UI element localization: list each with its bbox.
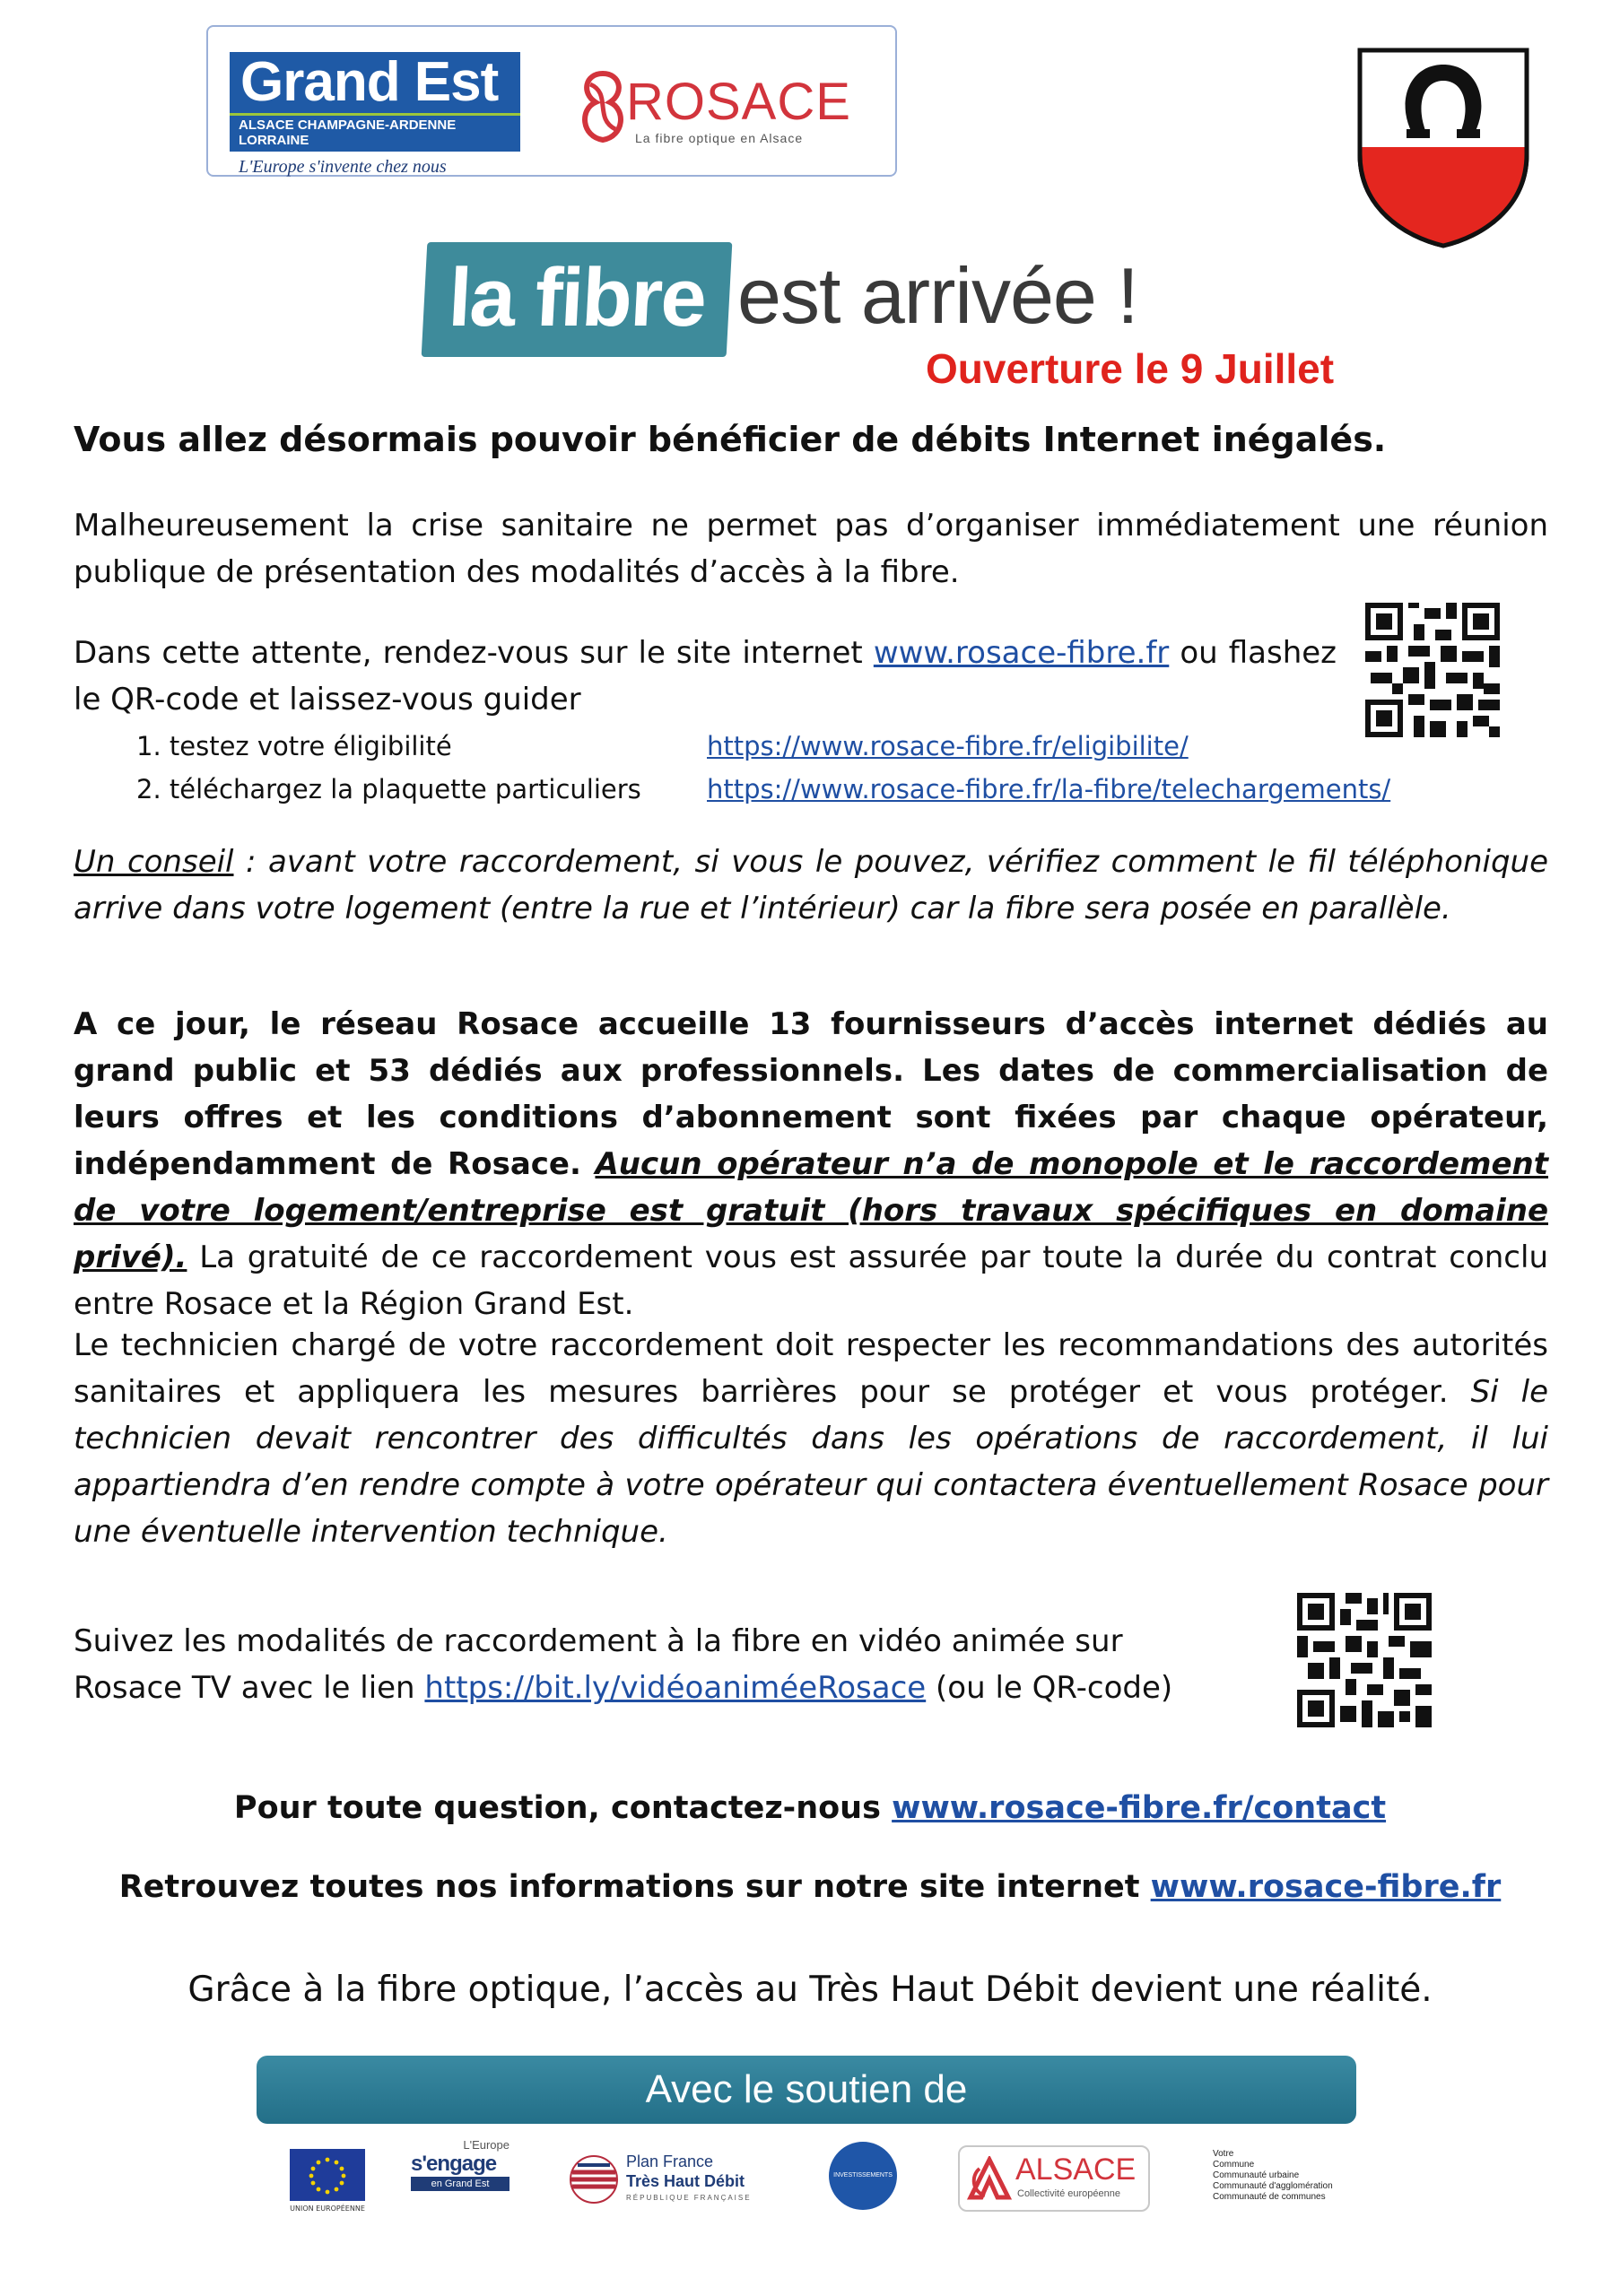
step-number: 1. bbox=[136, 731, 161, 761]
engage-top: L'Europe bbox=[463, 2138, 510, 2152]
downloads-link[interactable]: https://www.rosace-fibre.fr/la-fibre/telechargements/ bbox=[707, 774, 1391, 804]
commune-line: Votre bbox=[1213, 2149, 1234, 2159]
video-line-2 bbox=[74, 1665, 1329, 1711]
alsace-logo bbox=[958, 2145, 1150, 2212]
plan-france-globe-icon bbox=[569, 2154, 619, 2205]
step-label: téléchargez la plaquette particuliers bbox=[169, 774, 641, 804]
video-link[interactable]: https://bit.ly/vidéoaniméeRosace bbox=[424, 1670, 927, 1706]
horseshoe-coat-of-arms-icon bbox=[1356, 47, 1530, 249]
alsace-name: ALSACE bbox=[1015, 2152, 1137, 2187]
plan-france-line1: Plan France bbox=[626, 2152, 714, 2170]
grand-est-subtitle: ALSACE CHAMPAGNE-ARDENNE LORRAINE bbox=[230, 113, 520, 152]
rosace-knot-icon bbox=[576, 66, 630, 147]
network-bold-text: A ce jour, le réseau Rosace accueille 13 fournisseurs d’accès internet dédiés au grand public et 53 dédiés aux professionnels. Les dates de commercialisation de leurs offres et les conditions d’abonnement sont fixées par chaque opérateur, indépendamment de Rosace. bbox=[74, 1006, 1548, 1182]
intro-paragraph: Malheureusement la crise sanitaire ne permet pas d’organiser immédiatement une réunion publique de présentation des modalités d’accès à la fibre. bbox=[74, 508, 1548, 590]
video-text-before: Rosace TV avec le lien bbox=[74, 1670, 415, 1706]
info-line bbox=[0, 1869, 1620, 1905]
video-paragraph bbox=[74, 1618, 1329, 1711]
rosace-tagline: La fibre optique en Alsace bbox=[635, 131, 804, 145]
advice-text: : avant votre raccordement, si vous le pouvez, vérifiez comment le fil téléphonique arrive dans votre logement (entre la rue et l’intérieur) car la fibre sera posée en parallèle. bbox=[74, 844, 1548, 926]
europe-engage-logo bbox=[411, 2138, 510, 2191]
eu-logo bbox=[287, 2149, 368, 2213]
website-text-after: ou flashez le QR-code et laissez-vous guider bbox=[74, 635, 1337, 718]
qr-code-video-icon[interactable] bbox=[1297, 1593, 1432, 1727]
engage-main: s'engage bbox=[411, 2152, 497, 2176]
grand-est-slogan: L'Europe s'invente chez nous bbox=[239, 157, 447, 177]
closing-statement: Grâce à la fibre optique, l’accès au Très Haut Débit devient une réalité. bbox=[187, 1970, 1433, 2010]
info-link[interactable]: www.rosace-fibre.fr bbox=[1150, 1869, 1502, 1905]
plan-france-line2: Très Haut Débit bbox=[626, 2172, 745, 2190]
plan-france-logo bbox=[569, 2149, 784, 2212]
contact-link[interactable]: www.rosace-fibre.fr/contact bbox=[892, 1790, 1387, 1826]
partner-logos-box bbox=[206, 25, 897, 177]
alsace-mark-icon bbox=[967, 2156, 1012, 2201]
advice-paragraph bbox=[74, 839, 1548, 932]
technician-paragraph bbox=[74, 1322, 1548, 1555]
eu-label: UNION EUROPÉENNE bbox=[290, 2205, 365, 2213]
list-item bbox=[136, 768, 1482, 811]
technician-italic-text: Si le technicien devait rencontrer des difficultés dans les opérations de raccordement, il lui appartiendra d’en rendre compte à votre opérateur qui contactera éventuellement Rosace pour une éventuelle intervention technique. bbox=[74, 1374, 1548, 1550]
contact-text: Pour toute question, contactez-nous bbox=[233, 1790, 881, 1826]
steps-list bbox=[136, 725, 1482, 811]
rosace-logo bbox=[576, 54, 881, 152]
video-text-after: (ou le QR-code) bbox=[936, 1670, 1173, 1706]
website-paragraph bbox=[74, 630, 1337, 723]
rosace-name: ROSACE bbox=[626, 73, 851, 131]
step-label: testez votre éligibilité bbox=[169, 731, 452, 761]
commune-line: Communauté d'agglomération bbox=[1213, 2181, 1333, 2191]
investissements-avenir-logo: INVESTISSEMENTS D'AVENIR bbox=[829, 2142, 897, 2210]
network-paragraph bbox=[74, 1001, 1548, 1327]
video-line-1: Suivez les modalités de raccordement à la fibre en vidéo animée sur bbox=[74, 1623, 1123, 1659]
support-banner: Avec le soutien de bbox=[257, 2056, 1356, 2124]
commune-line: Communauté urbaine bbox=[1213, 2170, 1300, 2180]
eu-flag-icon bbox=[290, 2149, 365, 2201]
title-fibre-pill: la fibre bbox=[422, 242, 733, 357]
qr-code-icon[interactable] bbox=[1365, 603, 1500, 737]
commune-logo bbox=[1213, 2149, 1356, 2203]
contact-line bbox=[0, 1790, 1620, 1826]
website-text-before: Dans cette attente, rendez-vous sur le site internet bbox=[74, 635, 863, 671]
eligibility-link[interactable]: https://www.rosace-fibre.fr/eligibilite/ bbox=[707, 731, 1189, 761]
opening-date: Ouverture le 9 Juillet bbox=[926, 345, 1335, 392]
engage-sub: en Grand Est bbox=[411, 2177, 510, 2191]
network-free-connection: Aucun opérateur n’a de monopole et le raccordement de votre logement/entreprise est gratuit (hors travaux spécifiques en domaine privé). bbox=[74, 1146, 1549, 1275]
plan-france-line3: RÉPUBLIQUE FRANÇAISE bbox=[626, 2194, 752, 2202]
list-item bbox=[136, 725, 1482, 768]
info-text: Retrouvez toutes nos informations sur notre site internet bbox=[118, 1869, 1140, 1905]
commune-line: Commune bbox=[1213, 2160, 1255, 2170]
advice-label: Un conseil bbox=[74, 844, 234, 880]
website-link[interactable]: www.rosace-fibre.fr bbox=[873, 635, 1170, 671]
commune-line: Communauté de communes bbox=[1213, 2192, 1326, 2202]
network-normal-text: La gratuité de ce raccordement vous est assurée par toute la durée du contrat conclu entre Rosace et la Région Grand Est. bbox=[74, 1239, 1548, 1322]
title-arrived: est arrivée ! bbox=[737, 251, 1138, 340]
grand-est-name: Grand Est bbox=[230, 52, 520, 113]
step-number: 2. bbox=[136, 774, 161, 804]
grand-est-logo bbox=[230, 52, 520, 178]
lead-heading: Vous allez désormais pouvoir bénéficier de débits Internet inégalés. bbox=[74, 420, 1387, 459]
alsace-sub: Collectivité européenne bbox=[1017, 2188, 1120, 2199]
technician-text: Le technicien chargé de votre raccordement doit respecter les recommandations des autorités sanitaires et appliquera les mesures barrières pour se protéger et vous protéger. bbox=[74, 1327, 1548, 1410]
